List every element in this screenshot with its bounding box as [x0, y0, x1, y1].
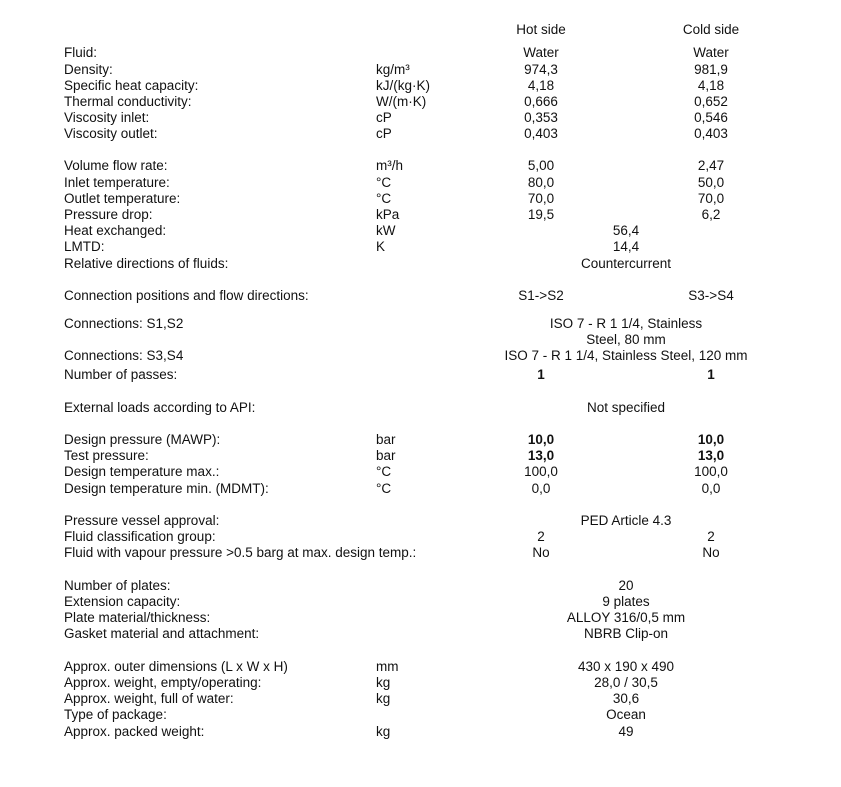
- heat-exchanged-row: [0, 223, 841, 239]
- external-loads-row: [0, 400, 841, 416]
- flow-rate-unit: m³/h: [376, 158, 403, 173]
- weight-empty-unit: kg: [376, 675, 391, 690]
- design-temp-max-label: Design temperature max.:: [64, 464, 220, 479]
- viscosity-inlet-unit: cP: [376, 110, 392, 125]
- packed-weight-unit: kg: [376, 724, 391, 739]
- viscosity-outlet-hot: 0,403: [524, 126, 558, 141]
- heat-exchanged-unit: kW: [376, 223, 396, 238]
- flow-direction-value: Countercurrent: [580, 256, 672, 271]
- flow-direction-row: [0, 256, 841, 272]
- viscosity-inlet-cold: 0,546: [694, 110, 728, 125]
- design-pressure-hot: 10,0: [527, 432, 555, 447]
- heat-exchanged-label: Heat exchanged:: [64, 223, 167, 238]
- plates-value: 20: [618, 578, 634, 593]
- connection-positions-cold: S3->S4: [688, 288, 734, 303]
- lmtd-label: LMTD:: [64, 239, 105, 254]
- fluid-group-label: Fluid classification group:: [64, 529, 216, 544]
- outlet-temperature-label: Outlet temperature:: [64, 191, 181, 206]
- viscosity-inlet-label: Viscosity inlet:: [64, 110, 150, 125]
- passes-row: [0, 367, 841, 383]
- connections-s1-s2-row-cont: [0, 332, 841, 348]
- density-label: Density:: [64, 62, 113, 77]
- fluid-group-hot: 2: [537, 529, 545, 544]
- packed-weight-label: Approx. packed weight:: [64, 724, 205, 739]
- connection-positions-hot: S1->S2: [518, 288, 564, 303]
- package-label: Type of package:: [64, 707, 167, 722]
- dimensions-unit: mm: [376, 659, 399, 674]
- weight-empty-value: 28,0 / 30,5: [594, 675, 658, 690]
- heat-exchanged-value: 56,4: [612, 223, 640, 238]
- design-temp-max-cold: 100,0: [694, 464, 728, 479]
- design-temp-max-row: [0, 464, 841, 480]
- connections-s3-s4-value: ISO 7 - R 1 1/4, Stainless Steel, 120 mm: [504, 348, 748, 363]
- design-temp-max-hot: 100,0: [524, 464, 558, 479]
- pressure-drop-cold: 6,2: [701, 207, 721, 222]
- gasket-row: [0, 626, 841, 642]
- connections-s1-s2-label: Connections: S1,S2: [64, 316, 184, 331]
- gasket-label: Gasket material and attachment:: [64, 626, 260, 641]
- extension-row: [0, 594, 841, 610]
- fluid-group-cold: 2: [707, 529, 715, 544]
- pressure-drop-row: [0, 207, 841, 223]
- plate-material-label: Plate material/thickness:: [64, 610, 211, 625]
- design-pressure-row: [0, 432, 841, 448]
- plates-label: Number of plates:: [64, 578, 171, 593]
- conductivity-unit: W/(m·K): [376, 94, 427, 109]
- approval-value: PED Article 4.3: [580, 513, 672, 528]
- design-pressure-label: Design pressure (MAWP):: [64, 432, 221, 447]
- connections-s3-s4-row: [0, 348, 841, 364]
- gasket-value: NBRB Clip-on: [583, 626, 669, 641]
- packed-weight-row: [0, 724, 841, 740]
- conductivity-row: [0, 94, 841, 110]
- inlet-temperature-cold: 50,0: [697, 175, 725, 190]
- test-pressure-row: [0, 448, 841, 464]
- test-pressure-label: Test pressure:: [64, 448, 149, 463]
- outlet-temperature-unit: °C: [376, 191, 392, 206]
- hot-side-header: Hot side: [516, 22, 566, 37]
- connections-s1-s2-value-line1: ISO 7 - R 1 1/4, Stainless: [549, 316, 703, 331]
- density-unit: kg/m³: [376, 62, 410, 77]
- conductivity-label: Thermal conductivity:: [64, 94, 192, 109]
- dimensions-row: [0, 659, 841, 675]
- viscosity-outlet-label: Viscosity outlet:: [64, 126, 158, 141]
- fluid-label: Fluid:: [64, 45, 98, 60]
- column-header-row: [0, 22, 841, 38]
- weight-empty-row: [0, 675, 841, 691]
- flow-direction-label: Relative directions of fluids:: [64, 256, 229, 271]
- design-temp-max-unit: °C: [376, 464, 392, 479]
- fluid-hot: Water: [523, 45, 559, 60]
- connection-positions-label: Connection positions and flow directions:: [64, 288, 309, 303]
- lmtd-unit: K: [376, 239, 386, 254]
- flow-rate-row: [0, 158, 841, 174]
- package-row: [0, 707, 841, 723]
- cold-side-header: Cold side: [682, 22, 740, 37]
- design-temp-min-row: [0, 481, 841, 497]
- density-hot: 974,3: [524, 62, 558, 77]
- test-pressure-cold: 13,0: [697, 448, 725, 463]
- external-loads-value: Not specified: [586, 400, 666, 415]
- conductivity-hot: 0,666: [524, 94, 558, 109]
- lmtd-value: 14,4: [612, 239, 640, 254]
- weight-full-unit: kg: [376, 691, 391, 706]
- dimensions-label: Approx. outer dimensions (L x W x H): [64, 659, 288, 674]
- design-temp-min-unit: °C: [376, 481, 392, 496]
- fluid-row: [0, 45, 841, 61]
- lmtd-row: [0, 239, 841, 255]
- approval-label: Pressure vessel approval:: [64, 513, 220, 528]
- conductivity-cold: 0,652: [694, 94, 728, 109]
- inlet-temperature-unit: °C: [376, 175, 392, 190]
- package-value: Ocean: [606, 707, 646, 722]
- viscosity-outlet-row: [0, 126, 841, 142]
- plate-material-row: [0, 610, 841, 626]
- vapour-pressure-label: Fluid with vapour pressure >0.5 barg at max. design temp.:: [64, 545, 417, 560]
- design-temp-min-hot: 0,0: [531, 481, 551, 496]
- external-loads-label: External loads according to API:: [64, 400, 256, 415]
- viscosity-inlet-hot: 0,353: [524, 110, 558, 125]
- passes-label: Number of passes:: [64, 367, 178, 382]
- inlet-temperature-hot: 80,0: [527, 175, 555, 190]
- heat-capacity-label: Specific heat capacity:: [64, 78, 199, 93]
- passes-hot: 1: [537, 367, 545, 382]
- design-temp-min-cold: 0,0: [701, 481, 721, 496]
- outlet-temperature-hot: 70,0: [527, 191, 555, 206]
- outlet-temperature-cold: 70,0: [697, 191, 725, 206]
- vapour-pressure-cold: No: [702, 545, 720, 560]
- heat-capacity-row: [0, 78, 841, 94]
- connections-s1-s2-row: [0, 316, 841, 332]
- connections-s1-s2-value-line2: Steel, 80 mm: [586, 332, 666, 347]
- flow-rate-cold: 2,47: [697, 158, 725, 173]
- approval-row: [0, 513, 841, 529]
- connections-s3-s4-label: Connections: S3,S4: [64, 348, 184, 363]
- packed-weight-value: 49: [618, 724, 634, 739]
- vapour-pressure-hot: No: [532, 545, 550, 560]
- fluid-cold: Water: [693, 45, 729, 60]
- design-temp-min-label: Design temperature min. (MDMT):: [64, 481, 269, 496]
- weight-empty-label: Approx. weight, empty/operating:: [64, 675, 262, 690]
- vapour-pressure-row: [0, 545, 841, 561]
- weight-full-label: Approx. weight, full of water:: [64, 691, 234, 706]
- pressure-drop-unit: kPa: [376, 207, 400, 222]
- design-pressure-cold: 10,0: [697, 432, 725, 447]
- inlet-temperature-label: Inlet temperature:: [64, 175, 170, 190]
- density-cold: 981,9: [694, 62, 728, 77]
- heat-capacity-unit: kJ/(kg·K): [376, 78, 430, 93]
- dimensions-value: 430 x 190 x 490: [577, 659, 675, 674]
- flow-rate-label: Volume flow rate:: [64, 158, 168, 173]
- passes-cold: 1: [707, 367, 715, 382]
- pressure-drop-hot: 19,5: [527, 207, 555, 222]
- plates-row: [0, 578, 841, 594]
- design-pressure-unit: bar: [376, 432, 396, 447]
- viscosity-outlet-unit: cP: [376, 126, 392, 141]
- heat-capacity-cold: 4,18: [697, 78, 725, 93]
- fluid-group-row: [0, 529, 841, 545]
- connection-positions-row: [0, 288, 841, 304]
- heat-capacity-hot: 4,18: [527, 78, 555, 93]
- viscosity-outlet-cold: 0,403: [694, 126, 728, 141]
- weight-full-row: [0, 691, 841, 707]
- flow-rate-hot: 5,00: [527, 158, 555, 173]
- weight-full-value: 30,6: [612, 691, 640, 706]
- test-pressure-hot: 13,0: [527, 448, 555, 463]
- test-pressure-unit: bar: [376, 448, 396, 463]
- pressure-drop-label: Pressure drop:: [64, 207, 153, 222]
- plate-material-value: ALLOY 316/0,5 mm: [566, 610, 686, 625]
- density-row: [0, 62, 841, 78]
- extension-label: Extension capacity:: [64, 594, 181, 609]
- extension-value: 9 plates: [602, 594, 650, 609]
- outlet-temperature-row: [0, 191, 841, 207]
- viscosity-inlet-row: [0, 110, 841, 126]
- inlet-temperature-row: [0, 175, 841, 191]
